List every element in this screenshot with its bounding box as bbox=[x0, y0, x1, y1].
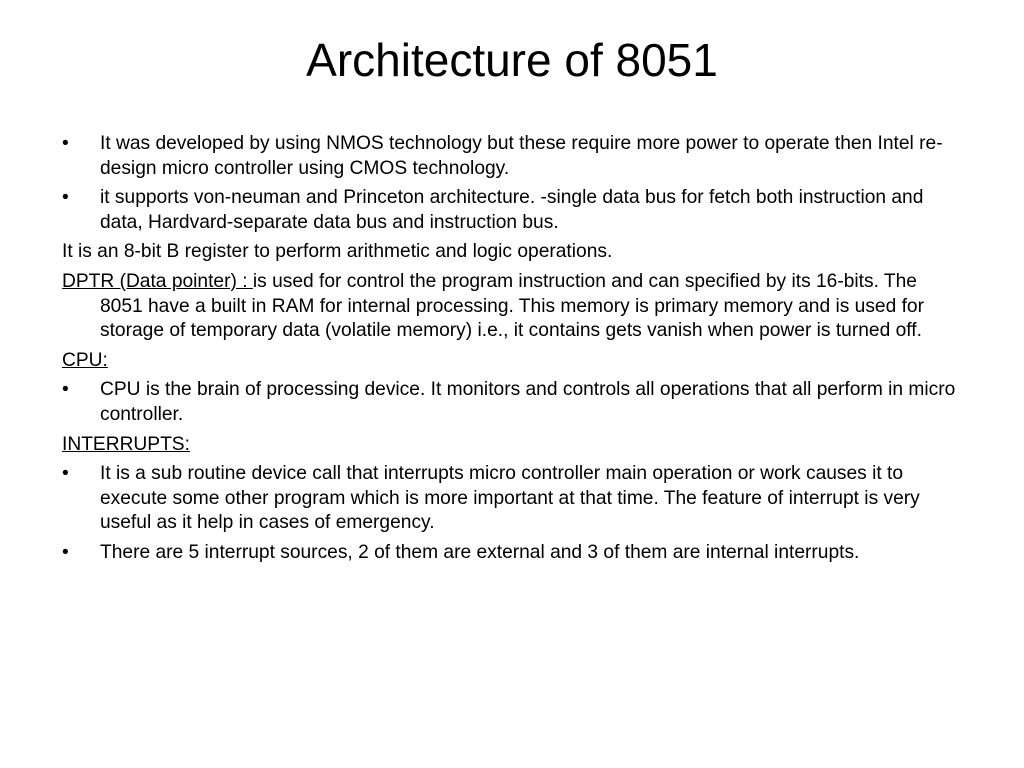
bullet-item-subroutine bbox=[62, 462, 962, 536]
bullet-text: CPU is the brain of processing device. It monitors and controls all operations that all perform in micro controller. bbox=[100, 379, 956, 425]
bullet-icon: • bbox=[62, 187, 69, 209]
bullet-item-interrupt-sources bbox=[62, 541, 962, 566]
bullet-icon: • bbox=[62, 133, 69, 154]
bullet-icon: • bbox=[62, 379, 69, 401]
paragraph-b-register bbox=[62, 240, 962, 265]
slide-title: Architecture of 8051 bbox=[306, 34, 718, 86]
bullet-item-cpu bbox=[62, 378, 962, 427]
bullet-text: There are 5 interrupt sources, 2 of them are external and 3 of them are internal interrupts. bbox=[100, 541, 860, 563]
paragraph-dptr bbox=[62, 270, 962, 344]
dptr-label: DPTR (Data pointer) : bbox=[62, 270, 253, 292]
bullet-text: it supports von-neuman and Princeton architecture. -single data bus for fetch both instruction and data, Hardvard-separate data bus and instruction bus. bbox=[100, 187, 924, 233]
heading-cpu bbox=[62, 349, 962, 374]
paragraph-text: It is an 8-bit B register to perform arithmetic and logic operations. bbox=[62, 241, 613, 263]
slide-body bbox=[62, 132, 962, 571]
bullet-text: It is a sub routine device call that interrupts micro controller main operation or work causes it to execute some other program which is more important at that time. The feature of interrupt is very useful as it help in cases of emergency. bbox=[100, 463, 920, 534]
dptr-text: is used for control the program instruction and can specified by its 16-bits. The 8051 have a built in RAM for internal processing. This memory is primary memory and is used for storage of temporary data (volatile memory) i.e., it contains gets vanish when power is turned off. bbox=[100, 270, 924, 342]
bullet-text: It was developed by using NMOS technology but these require more power to operate then Intel re-design micro controller using CMOS technology. bbox=[100, 133, 943, 179]
bullet-item-architecture bbox=[62, 186, 962, 235]
bullet-icon: • bbox=[62, 541, 69, 563]
cpu-heading: CPU: bbox=[62, 349, 108, 371]
heading-interrupts bbox=[62, 433, 962, 458]
bullet-item-nmos bbox=[62, 132, 962, 181]
bullet-icon: • bbox=[62, 463, 69, 485]
interrupts-heading: INTERRUPTS: bbox=[62, 433, 190, 455]
